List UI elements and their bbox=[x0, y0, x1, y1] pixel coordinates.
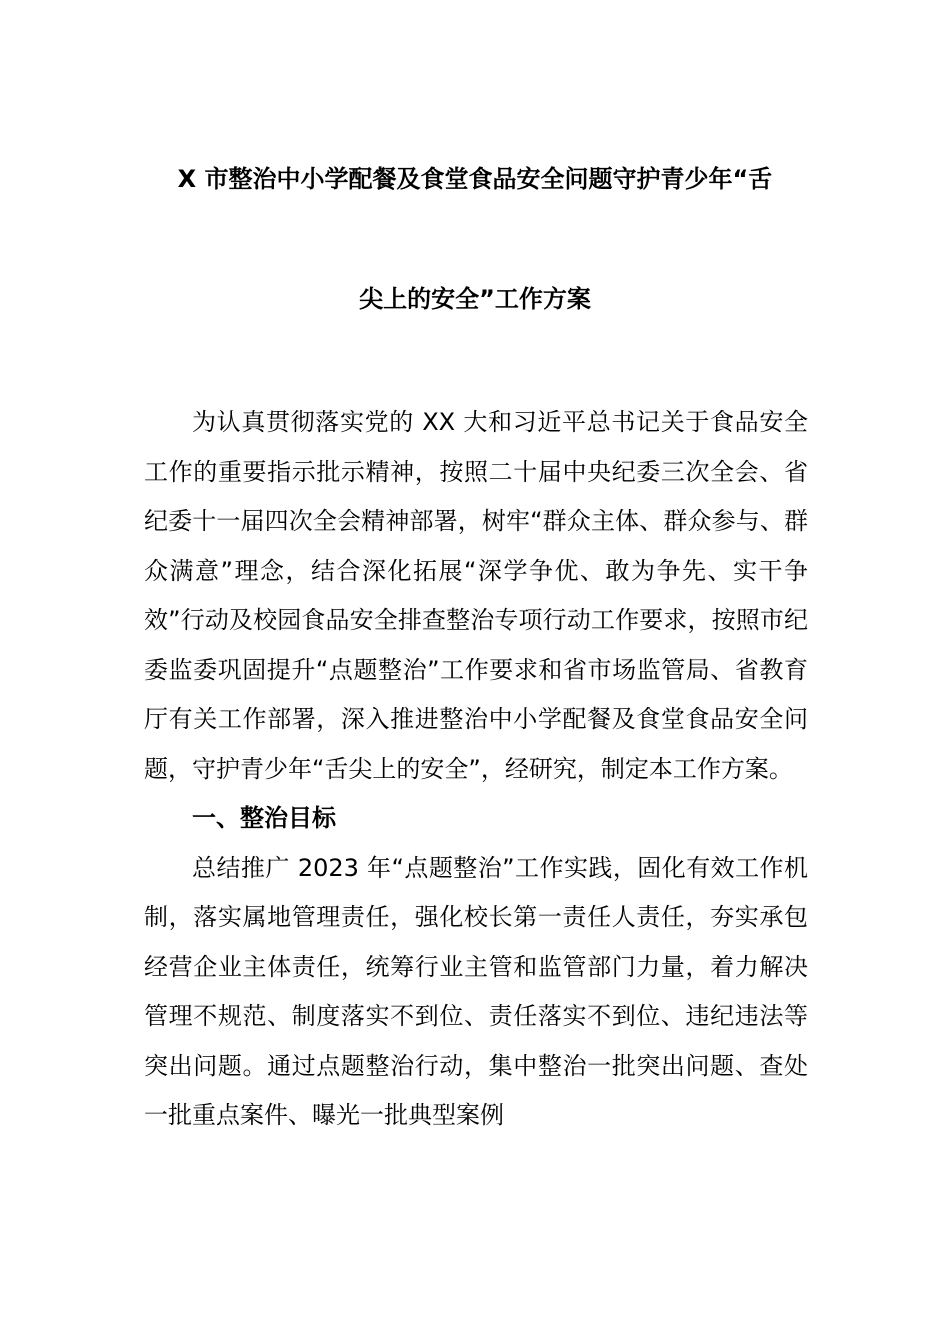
document-title-line-1: X 市整治中小学配餐及食堂食品安全问题守护青少年“舌 bbox=[177, 165, 773, 193]
intro-paragraph: 为认真贯彻落实党的 XX 大和习近平总书记关于食品安全工作的重要指示批示精神，按照二十届中央纪委三次全会、省纪委十一届四次全会精神部署，树牢“群众主体、群众参与、群众满意”理念，结合深化拓展“深学争优、敢为争先、实干争效”行动及校园食品安全排查整治专项行动工作要求，按照市纪委监委巩固提升“点题整治”工作要求和省市场监管局、省教育厅有关工作部署，深入推进整治中小学配餐及食堂食品安全问题，守护青少年“舌尖上的安全”，经研究，制定本工作方案。 bbox=[144, 408, 808, 783]
document-title-line-2: 尖上的安全”工作方案 bbox=[359, 285, 591, 313]
section-heading-goals: 一、整治目标 bbox=[192, 804, 336, 832]
document-body bbox=[144, 398, 808, 1141]
goals-paragraph: 总结推广 2023 年“点题整治”工作实践，固化有效工作机制，落实属地管理责任，强化校长第一责任人责任，夯实承包经营企业主体责任，统筹行业主管和监管部门力量，着力解决管理不规范、制度落实不到位、责任落实不到位、违纪违法等突出问题。通过点题整治行动，集中整治一批突出问题、查处一批重点案件、曝光一批典型案例 bbox=[144, 853, 808, 1129]
